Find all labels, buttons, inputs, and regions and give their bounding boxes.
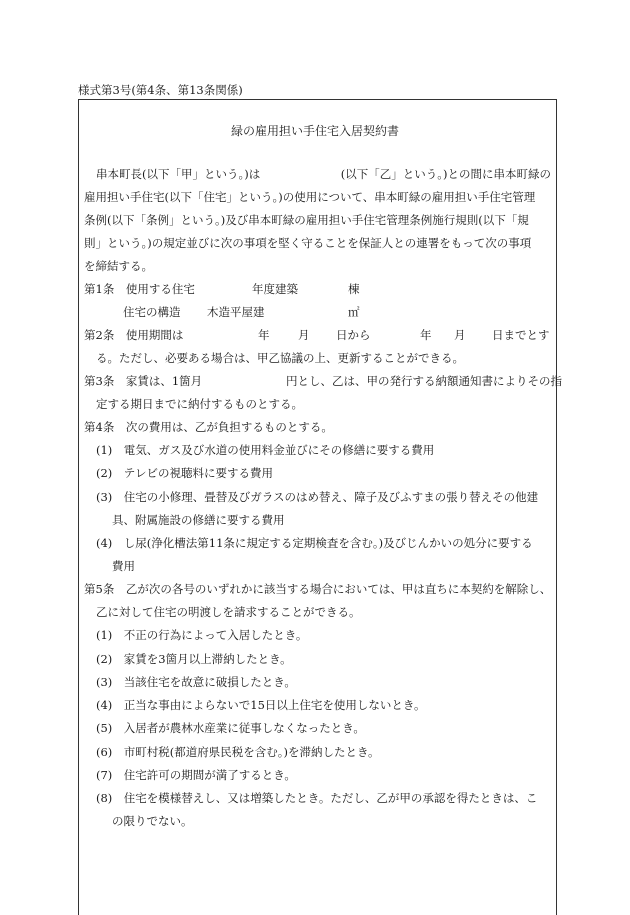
art1-structure-value: 木造平屋建: [207, 305, 265, 319]
art5-item: (3) 当該住宅を故意に破損したとき。: [96, 675, 296, 689]
document-title: 緑の雇用担い手住宅入居契約書: [230, 124, 399, 138]
art3-line-1b: 円とし、乙は、甲の発行する納額通知書によりその指: [286, 374, 562, 388]
art1-building: 棟: [348, 282, 360, 296]
art5-line-2: 乙に対して住宅の明渡しを請求することができる。: [96, 605, 361, 619]
art3-line-1a: 第3条 家賃は、1箇月: [84, 374, 203, 388]
art4-item-continuation: 具、附属施設の修繕に要する費用: [112, 513, 285, 527]
art5-item: (1) 不正の行為によって入居したとき。: [96, 628, 308, 642]
art3-line-2: 定する期日までに納付するものとする。: [96, 397, 303, 411]
art2-year1: 年: [258, 328, 270, 342]
art5-item: (5) 入居者が農林水産業に従事しなくなったとき。: [96, 721, 365, 735]
art1-label: 第1条 使用する住宅: [84, 282, 195, 296]
art2-month1: 月: [298, 328, 310, 342]
art5-item: (2) 家賃を3箇月以上滞納したとき。: [96, 652, 292, 666]
art2-continuation: る。ただし、必要ある場合は、甲乙協議の上、更新することができる。: [96, 351, 464, 365]
art2-month2: 月: [454, 328, 466, 342]
art5-line-1: 第5条 乙が次の各号のいずれかに該当する場合においては、甲は直ちに本契約を解除し、: [84, 582, 552, 596]
art5-item: (7) 住宅許可の期間が満了するとき。: [96, 768, 296, 782]
form-number: 様式第3号(第4条、第13条関係): [78, 83, 243, 97]
art1-structure-label: 住宅の構造: [123, 305, 181, 319]
art5-item: (6) 市町村税(都道府県民税を含む。)を滞納したとき。: [96, 745, 380, 759]
art4-item: (4) し尿(浄化槽法第11条に規定する定期検査を含む。)及びじんかいの処分に要する: [96, 536, 533, 550]
art1-area-unit: ㎡: [348, 305, 360, 319]
art4-item: (1) 電気、ガス及び水道の使用料金並びにその修繕に要する費用: [96, 443, 435, 457]
art4-item: (3) 住宅の小修理、畳替及びガラスのはめ替え、障子及びふすまの張り替えその他建: [96, 490, 539, 504]
preamble-line-3: 条例(以下「条例」という。)及び串本町緑の雇用担い手住宅管理条例施行規則(以下「規: [84, 213, 529, 227]
art5-item: (8) 住宅を模様替えし、又は増築したとき。ただし、乙が甲の承認を得たときは、こ: [96, 791, 538, 805]
art2-day2: 日までとす: [492, 328, 550, 342]
art4-heading: 第4条 次の費用は、乙が負担するものとする。: [84, 420, 333, 434]
preamble-line-1: 串本町長(以下「甲」という。)は (以下「乙」という。)との間に串本町緑の: [96, 167, 551, 181]
art5-item: (4) 正当な事由によらないで15日以上住宅を使用しないとき。: [96, 698, 426, 712]
preamble-line-2: 雇用担い手住宅(以下「住宅」という。)の使用について、串本町緑の雇用担い手住宅管理: [84, 190, 536, 204]
art2-label: 第2条 使用期間は: [84, 328, 184, 342]
art5-item-continuation: の限りでない。: [112, 814, 193, 828]
preamble-line-4: 則」という。)の規定並びに次の事項を堅く守ることを保証人との連署をもって次の事項: [84, 236, 532, 250]
art2-year2: 年: [420, 328, 432, 342]
preamble-line-5: を締結する。: [84, 259, 153, 273]
art4-item-continuation: 費用: [112, 559, 135, 573]
art1-year-built: 年度建築: [252, 282, 298, 296]
art2-day1: 日から: [336, 328, 371, 342]
art4-item: (2) テレビの視聴料に要する費用: [96, 466, 274, 480]
